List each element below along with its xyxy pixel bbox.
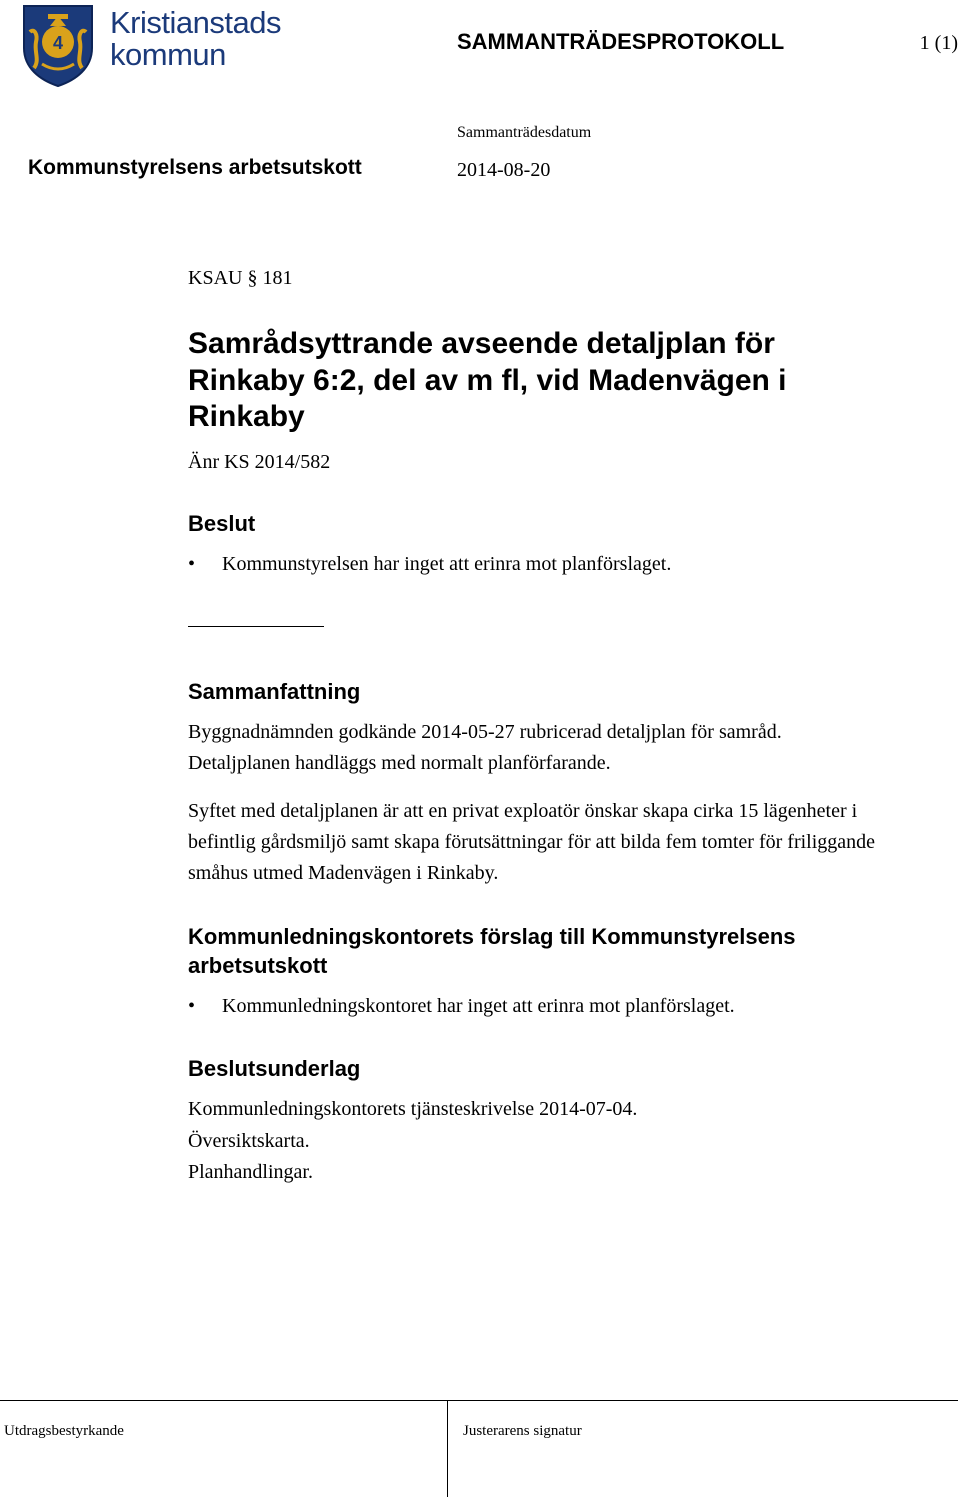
beslut-bullet-text: Kommunstyrelsen har inget att erinra mot planförslaget.: [222, 553, 672, 575]
forslag-bullet-text: Kommunledningskontoret har inget att erinra mot planförslaget.: [222, 995, 735, 1017]
forslag-bullet-item: [188, 992, 735, 1020]
page-number: 1 (1): [919, 32, 958, 54]
section-heading-sammanfattning: Sammanfattning: [188, 679, 361, 704]
list-item: Översiktskarta.: [188, 1129, 310, 1152]
footer-rule: [0, 1400, 958, 1401]
committee-name: Kommunstyrelsens arbetsutskott: [28, 156, 362, 179]
logo-text-line2: kommun: [110, 37, 226, 72]
coat-of-arms-crest-icon: [20, 2, 96, 88]
section-heading-forslag: Kommunledningskontorets förslag till Kommunstyrelsens arbetsutskott: [188, 924, 796, 978]
section-heading-beslut: Beslut: [188, 511, 256, 536]
footer-certification-label: Utdragsbestyrkande: [4, 1423, 124, 1439]
list-item: Kommunledningskontorets tjänsteskrivelse 2014-07-04.: [188, 1098, 638, 1120]
page-title: Samrådsyttrande avseende detaljplan för Rinkaby 6:2, del av m fl, vid Madenvägen i Rinkaby: [188, 327, 787, 433]
sammanfattning-paragraph-2: Syftet med detaljplanen är att en privat exploatör önskar skapa cirka 15 lägenheter i befintlig gårdsmiljö samt skapa förutsättningar för att bilda fem tomter för friliggande småhus utmed Madenvägen i Rinkaby.: [188, 800, 876, 884]
bullet-icon: •: [188, 553, 196, 575]
section-heading-beslutsunderlag: Beslutsunderlag: [188, 1056, 361, 1081]
document-type: SAMMANTRÄDESPROTOKOLL: [457, 29, 785, 54]
list-item: Planhandlingar.: [188, 1161, 313, 1183]
section-divider: [188, 626, 324, 627]
sammanfattning-paragraph-1: Byggnadnämnden godkände 2014-05-27 rubricerad detaljplan för samråd. Detaljplanen handläggs med normalt planförfarande.: [188, 721, 782, 774]
footer-signature-label: Justerarens signatur: [463, 1423, 582, 1439]
logo-text-line1: Kristianstads: [110, 5, 281, 40]
paragraph-reference: KSAU § 181: [188, 267, 293, 289]
beslutsunderlag-list: [188, 1094, 637, 1189]
meeting-date-value: 2014-08-20: [457, 159, 551, 181]
svg-text:4: 4: [52, 33, 64, 53]
meeting-date-label: Sammanträdesdatum: [457, 124, 592, 141]
beslut-bullet-item: [188, 550, 671, 578]
bullet-icon: •: [188, 995, 196, 1017]
footer-column-divider: [447, 1400, 448, 1497]
case-number: Änr KS 2014/582: [188, 451, 331, 473]
